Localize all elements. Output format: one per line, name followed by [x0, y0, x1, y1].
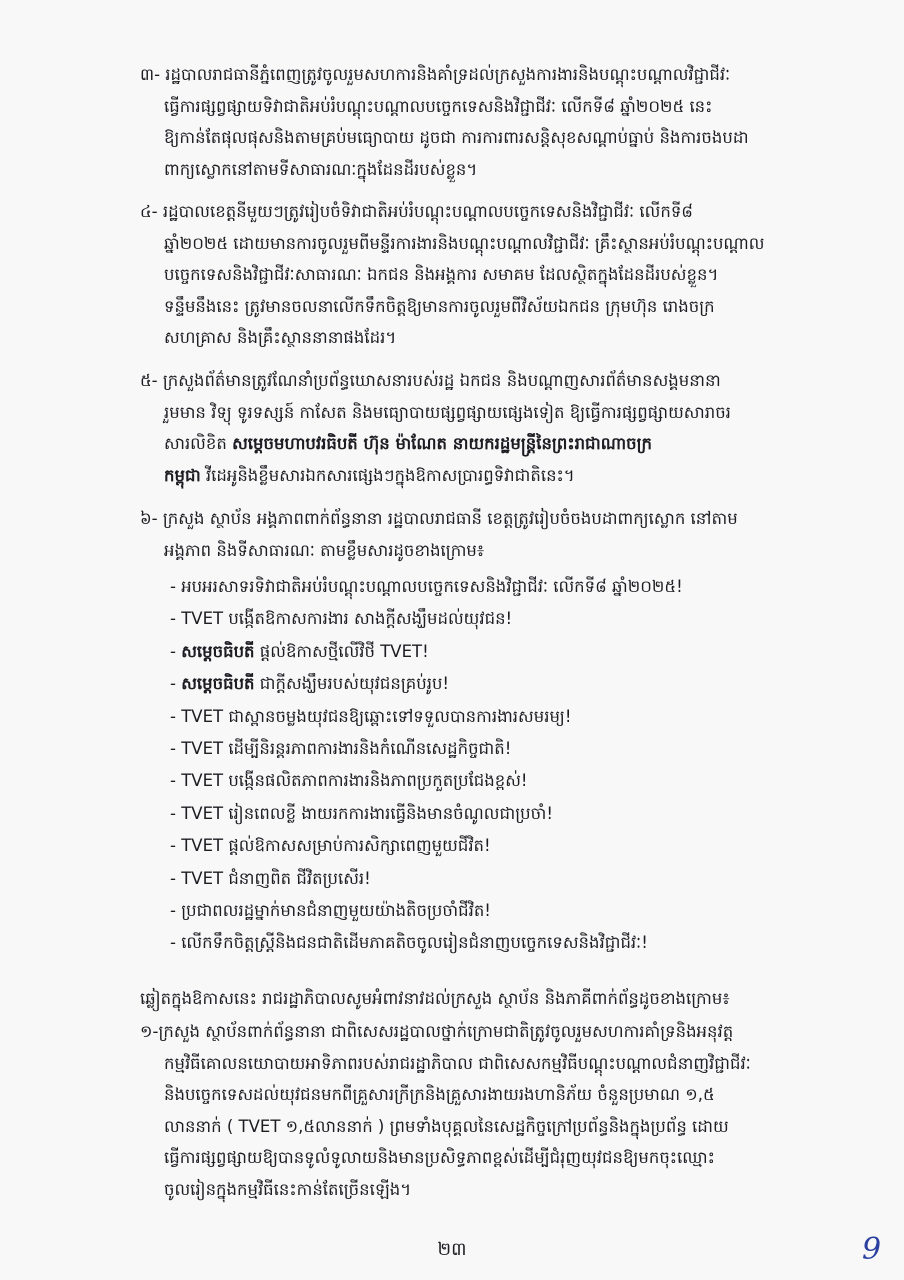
text-line: ឆ្នាំ២០២៥ ដោយមានការចូលរួមពីមន្ទីរការងារនិងបណ្តុះបណ្តាលវិជ្ជាជីវៈ គ្រឹះស្ថានអប់រំបណ្តុះបណ្តាល — [164, 233, 765, 253]
text-line: កម្មវិធីគោលនយោបាយអាទិភាពរបស់រាជរដ្ឋាភិបាល ជាពិសេសកម្មវិធីបណ្តុះបណ្តាលជំនាញវិជ្ជាជីវៈ — [164, 1053, 751, 1073]
text-line: ៦- ក្រសួង ស្ថាប័ន អង្គភាពពាក់ព័ន្ធនានា រដ្ឋបាលរាជធានី ខេត្តត្រូវរៀបចំចងបដាពាក្យស្លោក នៅតាម — [140, 509, 738, 528]
prime-minister-title: សម្តេចមហាបវរធិបតី ហ៊ុន ម៉ាណែត នាយករដ្ឋមន្ត្រីនៃព្រះរាជាណាចក្រ — [232, 434, 652, 453]
text-line: ឆ្លៀតក្នុងឱកាសនេះ រាជរដ្ឋាភិបាលសូមអំពាវនាវដល់ក្រសួង ស្ថាប័ន និងភាគីពាក់ព័ន្ធដូចខាងក្រោម៖ — [140, 989, 730, 1008]
paragraph-section-4 — [140, 196, 835, 354]
slogan-text: - លើកទឹកចិត្តស្ត្រីនិងជនជាតិដើមភាគតិចចូលរៀនជំនាញបច្ចេកទេសនិងវិជ្ជាជីវៈ! — [170, 933, 648, 953]
paragraph-appeal-1 — [140, 1016, 835, 1205]
slogan-item — [170, 798, 830, 830]
slogan-item — [170, 830, 830, 862]
slogan-item: - សម្តេចធិបតី ផ្តល់ឱកាសថ្មីលើវិថី TVET! — [170, 641, 429, 661]
text-segment: សារលិខិត — [164, 434, 233, 453]
text-segment: វីដេអូនិងខ្លឹមសារឯកសារផ្សេងៗក្នុងឱកាសប្រារព្ធទិវាជាតិនេះ។ — [200, 465, 575, 485]
text-line: អង្គភាព និងទីសាធារណៈ តាមខ្លឹមសារដូចខាងក្រោម៖ — [164, 540, 485, 560]
slogan-item — [170, 701, 830, 733]
text-line: ចូលរៀនក្នុងកម្មវិធីនេះកាន់តែច្រើនឡើង។ — [164, 1179, 412, 1199]
text-line: និងបច្ចេកទេសដល់យុវជនមកពីគ្រួសារក្រីក្រនិងគ្រួសារងាយរងហានិភ័យ ចំនួនប្រមាណ ១,៥ — [164, 1085, 715, 1104]
slogan-text: ជាក្តីសង្ឃឹមរបស់យុវជនគ្រប់រូប! — [254, 674, 450, 694]
slogan-item: - សម្តេចធិបតី ជាក្តីសង្ឃឹមរបស់យុវជនគ្រប់រូប! — [170, 674, 450, 694]
slogan-bold: សម្តេចធិបតី — [181, 641, 255, 661]
slogan-bold: សម្តេចធិបតី — [181, 674, 255, 694]
text-line: ពាក្យស្លោកនៅតាមទីសាធារណៈក្នុងដែនដីរបស់ខ្លួន។ — [164, 159, 478, 179]
appeal-intro — [140, 983, 835, 1015]
slogan-text: - អបអរសាទរទិវាជាតិអប់រំបណ្តុះបណ្តាលបច្ចេកទេសនិងវិជ្ជាជីវៈ លើកទី៨ ឆ្នាំ២០២៥! — [170, 577, 683, 596]
text-line: ធ្វើការផ្សព្វផ្សាយឱ្យបានទូលំទូលាយនិងមានប្រសិទ្ធភាពខ្ពស់ដើម្បីជំរុញយុវជនឱ្យមកចុះឈ្មោះ — [164, 1148, 715, 1167]
slogan-item — [170, 895, 830, 927]
text-line: ទន្ទឹមនឹងនេះ ត្រូវមានចលនាលើកទឹកចិត្តឱ្យមានការចូលរួមពីវិស័យឯកជន ក្រុមហ៊ុន រោងចក្រ — [164, 296, 715, 316]
text-line — [140, 428, 835, 460]
text-line: ៥- ក្រសួងព័ត៌មានត្រូវណែនាំប្រព័ន្ធឃោសនារបស់រដ្ឋ ឯកជន និងបណ្តាញសារព័ត៌មានសង្គមនានា — [140, 371, 721, 390]
text-line: ឱ្យកាន់តែផុលផុសនិងតាមគ្រប់មធ្យោបាយ ដូចជា ការការពារសន្តិសុខសណ្តាប់ធ្នាប់ និងការចងបដា — [164, 128, 749, 147]
slogan-item — [170, 765, 830, 797]
text-line: លាននាក់ ( TVET ១,៥លាននាក់ ) ព្រមទាំងបុគ្គលនៃសេដ្ឋកិច្ចក្រៅប្រព័ន្ធនិងក្នុងប្រព័ន្ធ ដោយ — [164, 1116, 729, 1136]
paragraph-section-6 — [140, 503, 835, 566]
text-line: សហគ្រាស និងគ្រឹះស្ថាននានាផងដែរ។ — [164, 328, 397, 347]
slogan-item — [170, 603, 830, 635]
country-name: កម្ពុជា — [164, 465, 201, 485]
slogan-text: - TVET ផ្តល់ឱកាសសម្រាប់ការសិក្សាពេញមួយជីវិត! — [170, 836, 491, 856]
slogan-item — [170, 927, 830, 959]
slogan-text: - TVET បង្កើតឱកាសការងារ សាងក្តីសង្ឃឹមដល់យុវជន! — [170, 609, 513, 629]
text-line: បច្ចេកទេសនិងវិជ្ជាជីវៈសាធារណៈ ឯកជន និងអង្គការ សមាគម ដែលស្ថិតក្នុងដែនដីរបស់ខ្លួន។ — [164, 265, 719, 284]
text-line: ៣- រដ្ឋបាលរាជធានីភ្នំពេញត្រូវចូលរួមសហការនិងគាំទ្រដល់ក្រសួងការងារនិងបណ្តុះបណ្តាលវិជ្ជាជីវៈ — [140, 65, 731, 84]
slogan-text: - TVET ជាស្ពានចម្លងយុវជនឱ្យឆ្ពោះទៅទទួលបានការងារសមរម្យ! — [170, 706, 572, 726]
slogan-text: - TVET បង្កើនផលិតភាពការងារនិងភាពប្រកួតប្រជែងខ្ពស់! — [170, 771, 528, 791]
slogan-list — [170, 571, 830, 960]
text-line: ១-ក្រសួង ស្ថាប័នពាក់ព័ន្ធនានា ជាពិសេសរដ្ឋបាលថ្នាក់ក្រោមជាតិត្រូវចូលរួមសហការគាំទ្រនិងអនុវត្ត — [140, 1022, 734, 1041]
paragraph-section-5 — [140, 365, 835, 491]
slogan-text: - TVET រៀនពេលខ្លី ងាយរកការងារធ្វើនិងមានចំណូលជាប្រចាំ! — [170, 803, 553, 823]
paragraph-section-3 — [140, 59, 835, 185]
slogan-text: ផ្តល់ឱកាសថ្មីលើវិថី TVET! — [254, 641, 429, 661]
page-number: ២៣ — [437, 1239, 467, 1260]
slogan-item — [170, 863, 830, 895]
slogan-text: - TVET ជំនាញពិត ជីវិតប្រសើរ! — [170, 868, 371, 888]
slogan-item — [170, 733, 830, 765]
slogan-item — [170, 571, 830, 603]
slogan-text: - TVET ដើម្បីនិរន្តរភាពការងារនិងកំណើនសេដ្ឋកិច្ចជាតិ! — [170, 739, 512, 759]
slogan-text: - ប្រជាពលរដ្ឋម្នាក់មានជំនាញមួយយ៉ាងតិចប្រចាំជីវិត! — [170, 901, 491, 921]
text-line: រួមមាន វិទ្យុ ទូរទស្សន៍ កាសែត និងមធ្យោបាយផ្សព្វផ្សាយផ្សេងទៀត ឱ្យធ្វើការផ្សព្វផ្សាយសារាចរ — [164, 402, 731, 422]
handwritten-corner-mark: 9 — [862, 1232, 882, 1267]
text-line — [140, 460, 835, 492]
text-line: ធ្វើការផ្សព្វផ្សាយទិវាជាតិអប់រំបណ្តុះបណ្តាលបច្ចេកទេសនិងវិជ្ជាជីវៈ លើកទី៨ ឆ្នាំ២០២៥ នេះ — [164, 96, 713, 116]
text-line: ៤- រដ្ឋបាលខេត្តនីមួយៗត្រូវរៀបចំទិវាជាតិអប់រំបណ្តុះបណ្តាលបច្ចេកទេសនិងវិជ្ជាជីវៈ លើកទី៨ — [140, 202, 693, 221]
